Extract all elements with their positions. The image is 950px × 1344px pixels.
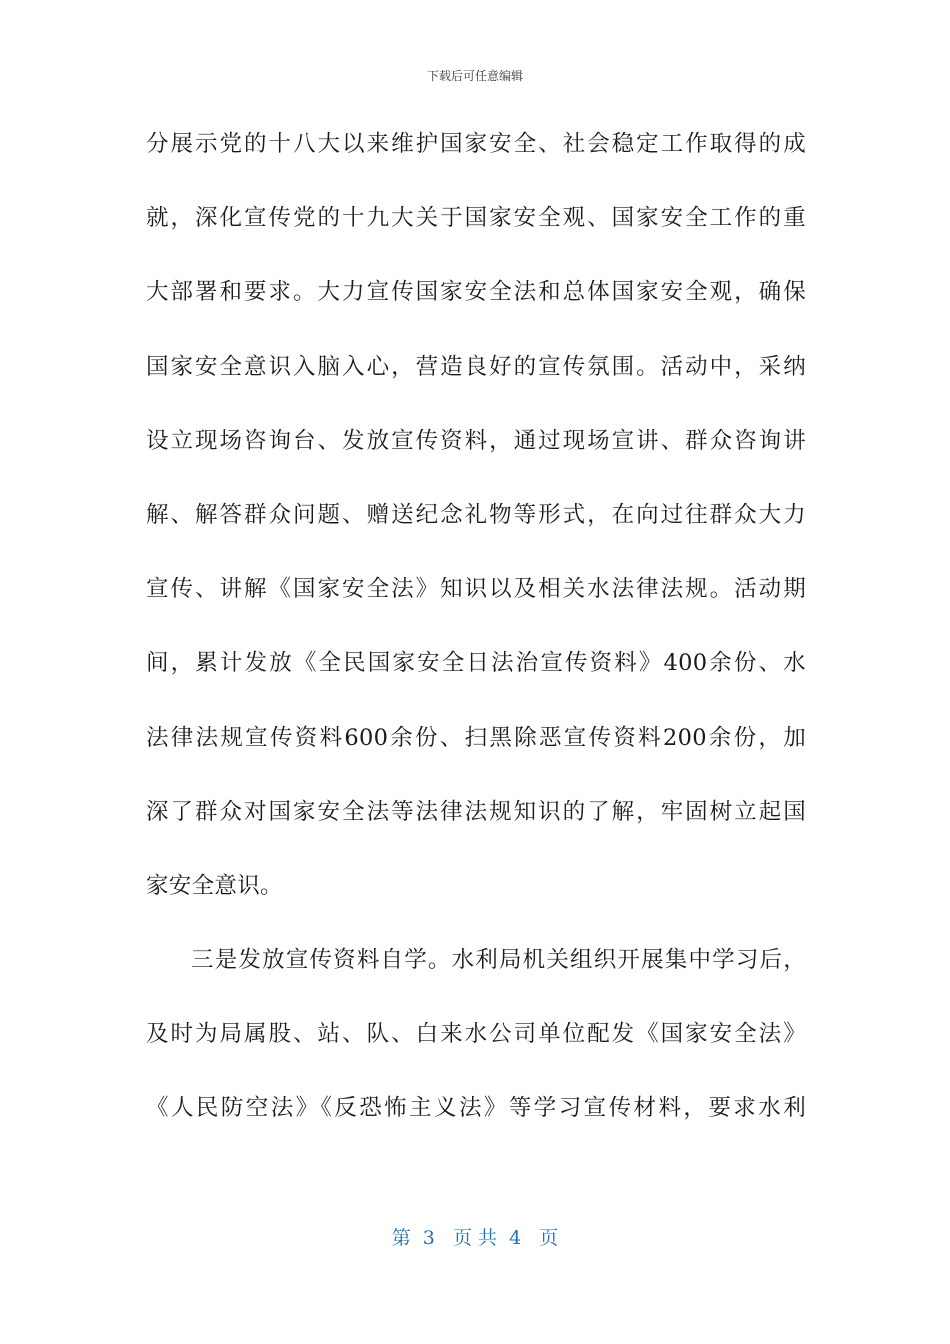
text-line: 间，累计发放《全民国家安全日法治宣传资料》400余份、水 xyxy=(146,650,806,677)
text-line: 宣传、讲解《国家安全法》知识以及相关水法律法规。活动期 xyxy=(146,576,806,603)
text-line-paragraph-end: 家安全意识。 xyxy=(146,872,283,899)
text-line-paragraph-start: 三是发放宣传资料自学。水利局机关组织开展集中学习后， xyxy=(191,947,806,974)
text-line: 国家安全意识入脑入心，营造良好的宣传氛围。活动中，采纳 xyxy=(146,353,806,380)
text-line: 大部署和要求。大力宣传国家安全法和总体国家安全观，确保 xyxy=(146,279,806,306)
text-line: 分展示党的十八大以来维护国家安全、社会稳定工作取得的成 xyxy=(146,131,806,157)
page-header: 下载后可任意编辑 xyxy=(426,69,523,83)
text-line: 深了群众对国家安全法等法律法规知识的了解，牢固树立起国 xyxy=(146,798,806,825)
text-line: 《人民防空法》《反恐怖主义法》等学习宣传材料，要求水利 xyxy=(146,1095,806,1122)
text-line: 及时为局属股、站、队、白来水公司单位配发《国家安全法》 xyxy=(146,1021,806,1048)
document-body xyxy=(146,128,806,1167)
text-line: 解、解答群众问题、赠送纪念礼物等形式，在向过往群众大力 xyxy=(146,501,806,528)
text-line: 设立现场咨询台、发放宣传资料，通过现场宣讲、群众咨询讲 xyxy=(146,427,806,454)
text-line: 就，深化宣传党的十九大关于国家安全观、国家安全工作的重 xyxy=(146,205,806,232)
text-line: 法律法规宣传资料600余份、扫黑除恶宣传资料200余份，加 xyxy=(146,724,806,751)
page-number-footer: 第 3 页 共 4 页 xyxy=(391,1227,559,1249)
